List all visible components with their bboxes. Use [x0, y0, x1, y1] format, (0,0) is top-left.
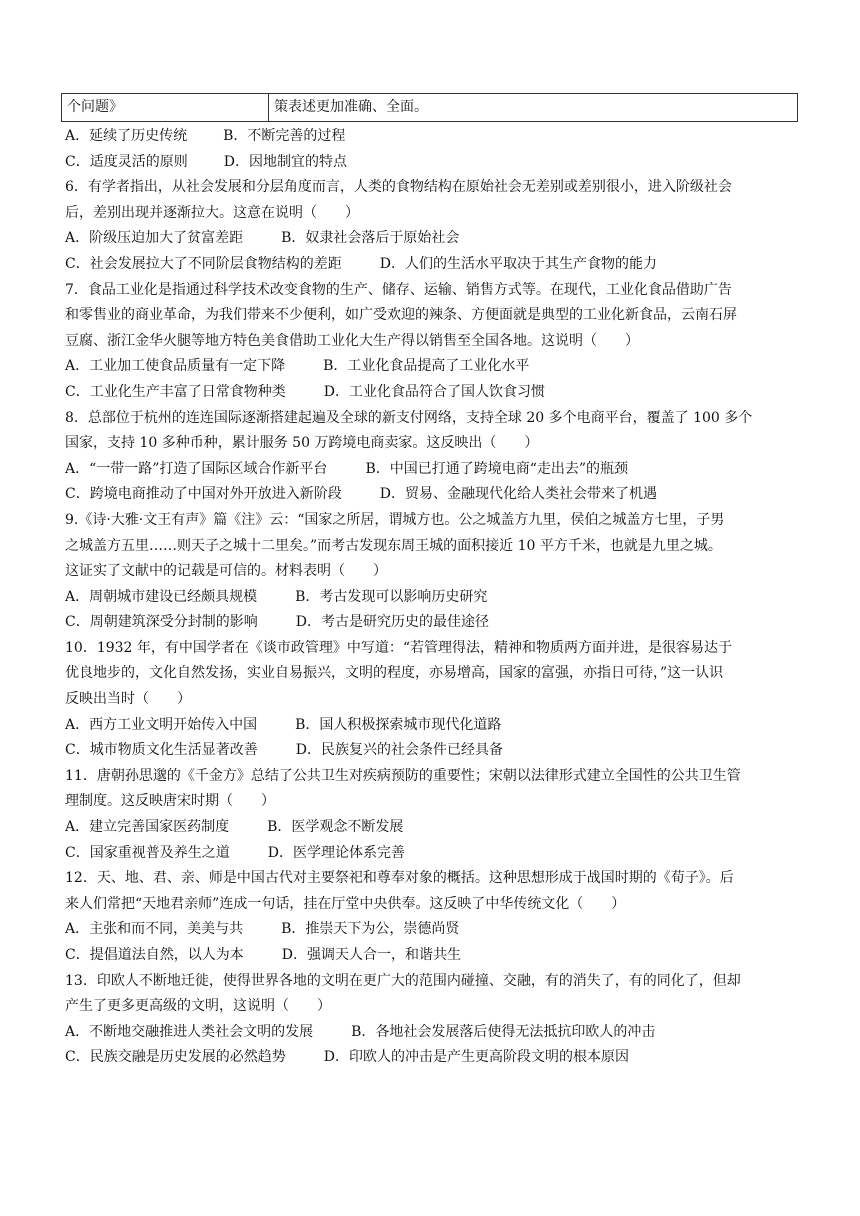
option-right: B．奴隶社会落后于原始社会 [281, 230, 460, 247]
question-text-line: 11．唐朝孙思邈的《千金方》总结了公共卫生对疾病预防的重要性；宋朝以法律形式建立全国性的公共卫生管 [65, 767, 741, 784]
option-left: A．延续了历史传统 [65, 128, 188, 144]
question-list [65, 124, 795, 1071]
option-left: A．西方工业文明开始传入中国 [65, 716, 258, 733]
question-text-line: 8．总部位于杭州的连连国际逐渐搭建起遍及全球的新支付网络，支持全球 20 多个电商平台，覆盖了 100 多个 [65, 409, 753, 426]
answer-options-row [65, 917, 795, 943]
option-right: D．民族复兴的社会条件已经具备 [295, 742, 503, 759]
option-right: D．医学理论体系完善 [267, 844, 405, 861]
question-text-line: 之城盖方五里……则天子之城十二里矣。”而考古发现东周王城的面积接近 10 平方千米，也就是九里之城。 [65, 537, 722, 554]
answer-options-row [65, 1020, 795, 1046]
option-right: D．考古是研究历史的最佳途径 [295, 614, 489, 631]
answer-options-row [65, 713, 795, 739]
option-right: D．印欧人的冲击是产生更高阶段文明的根本原因 [323, 1049, 629, 1066]
answer-options-row [65, 610, 795, 636]
option-right: D．强调天人合一，和谐共生 [281, 947, 461, 963]
answer-options-row [65, 150, 795, 176]
option-right: D．贸易、金融现代化给人类社会带来了机遇 [379, 486, 657, 503]
option-right: B．国人积极探索城市现代化道路 [295, 716, 502, 733]
table-cell-right: 策表述更加准确、全面。 [274, 99, 428, 115]
option-right: B．中国已打通了跨境电商“走出去”的瓶颈 [365, 460, 629, 477]
option-left: C．社会发展拉大了不同阶层食物结构的差距 [65, 255, 342, 272]
question-text-line: 这证实了文献中的记载是可信的。材料表明（ ） [65, 563, 387, 580]
option-left: A．阶级压迫加大了贫富差距 [65, 230, 244, 247]
question-text-line: 和零售业的商业革命，为我们带来不少便利，如广受欢迎的辣条、方便面就是典型的工业化新食品，云南石屏 [65, 307, 737, 324]
answer-options-row [65, 585, 795, 611]
option-left: C．提倡道法自然，以人为本 [65, 947, 244, 963]
question-text-line: 豆腐、浙江金华火腿等地方特色美食借助工业化大生产得以销售至全国各地。这说明（ ） [65, 332, 639, 349]
option-left: A．工业加工使食品质量有一定下降 [65, 358, 286, 375]
table-cell-left: 个问题》 [62, 94, 269, 121]
answer-options-row [65, 457, 795, 483]
option-right: B．不断完善的过程 [223, 128, 346, 144]
option-left: C．城市物质文化生活显著改善 [65, 742, 258, 759]
answer-options-row [65, 354, 795, 380]
question-text-line: 反映出当时（ ） [65, 691, 191, 708]
option-right: D．因地制宜的特点 [223, 153, 347, 170]
question-text-line: 13．印欧人不断地迁徙，使得世界各地的文明在更广大的范围内碰撞、交融，有的消失了，有的同化了，但却 [65, 972, 741, 989]
option-right: B．工业化食品提高了工业化水平 [323, 358, 530, 375]
question-text-line: 7．食品工业化是指通过科学技术改变食物的生产、储存、运输、销售方式等。在现代，工业化食品借助广告 [65, 281, 732, 298]
option-left: C．周朝建筑深受分封制的影响 [65, 614, 258, 631]
question-text-line: 产生了更多更高级的文明，这说明（ ） [65, 998, 331, 1015]
question-text-line: 6．有学者指出，从社会发展和分层角度而言，人类的食物结构在原始社会无差别或差别很小，进入阶级社会 [65, 179, 732, 196]
table-row [61, 93, 798, 122]
question-text-line: 后，差别出现并逐渐拉大。这意在说明（ ） [65, 204, 359, 221]
question-text-line: 来人们常把“天地君亲师”连成一句话，挂在厅堂中央供奉。这反映了中华传统文化（ ） [65, 895, 626, 912]
question-text-line: 9.《诗·大雅·文王有声》篇《注》云：“国家之所居，谓城方也。公之城盖方九里，侯伯之城盖方七里，子男 [65, 511, 725, 528]
option-left: C．国家重视普及养生之道 [65, 844, 230, 861]
option-left: A．“一带一路”打造了国际区域合作新平台 [65, 460, 328, 477]
option-left: A．主张和而不同，美美与共 [65, 921, 244, 938]
option-right: B．推崇天下为公，崇德尚贤 [281, 921, 460, 938]
answer-options-row [65, 380, 795, 406]
option-right: B．考古发现可以影响历史研究 [295, 588, 488, 605]
option-right: B．各地社会发展落后使得无法抵抗印欧人的冲击 [351, 1023, 656, 1040]
question-text-line: 优良地步的，文化自然发扬，实业自易振兴，文明的程度，亦易增高，国家的富强，亦指日可待，”这一认识 [65, 665, 724, 682]
option-left: C．跨境电商推动了中国对外开放进入新阶段 [65, 486, 342, 503]
question-text-line: 国家，支持 10 多种币种，累计服务 50 万跨境电商卖家。这反映出（ ） [65, 435, 539, 452]
answer-options-row [65, 841, 795, 867]
option-left: A．建立完善国家医药制度 [65, 819, 230, 836]
option-left: C．工业化生产丰富了日常食物种类 [65, 383, 286, 400]
question-text-line: 10．1932 年，有中国学者在《谈市政管理》中写道：“若管理得法，精神和物质两方面并进，是很容易达于 [65, 639, 733, 656]
answer-options-row [65, 482, 795, 508]
option-right: D．工业化食品符合了国人饮食习惯 [323, 383, 545, 400]
option-left: C．民族交融是历史发展的必然趋势 [65, 1049, 286, 1066]
answer-options-row [65, 943, 795, 969]
answer-options-row [65, 252, 795, 278]
answer-options-row [65, 815, 795, 841]
option-left: C．适度灵活的原则 [65, 153, 188, 170]
option-right: B．医学观念不断发展 [267, 819, 404, 836]
answer-options-row [65, 124, 795, 150]
question-text-line: 12．天、地、君、亲、师是中国古代对主要祭祀和尊奉对象的概括。这种思想形成于战国时期的《荀子》。后 [65, 870, 734, 887]
question-text-line: 理制度。这反映唐宋时期（ ） [65, 793, 275, 810]
answer-options-row [65, 738, 795, 764]
answer-options-row [65, 1045, 795, 1071]
option-right: D．人们的生活水平取决于其生产食物的能力 [379, 255, 657, 272]
option-left: A．不断地交融推进人类社会文明的发展 [65, 1023, 314, 1040]
option-left: A．周朝城市建设已经颇具规模 [65, 588, 258, 605]
answer-options-row [65, 226, 795, 252]
